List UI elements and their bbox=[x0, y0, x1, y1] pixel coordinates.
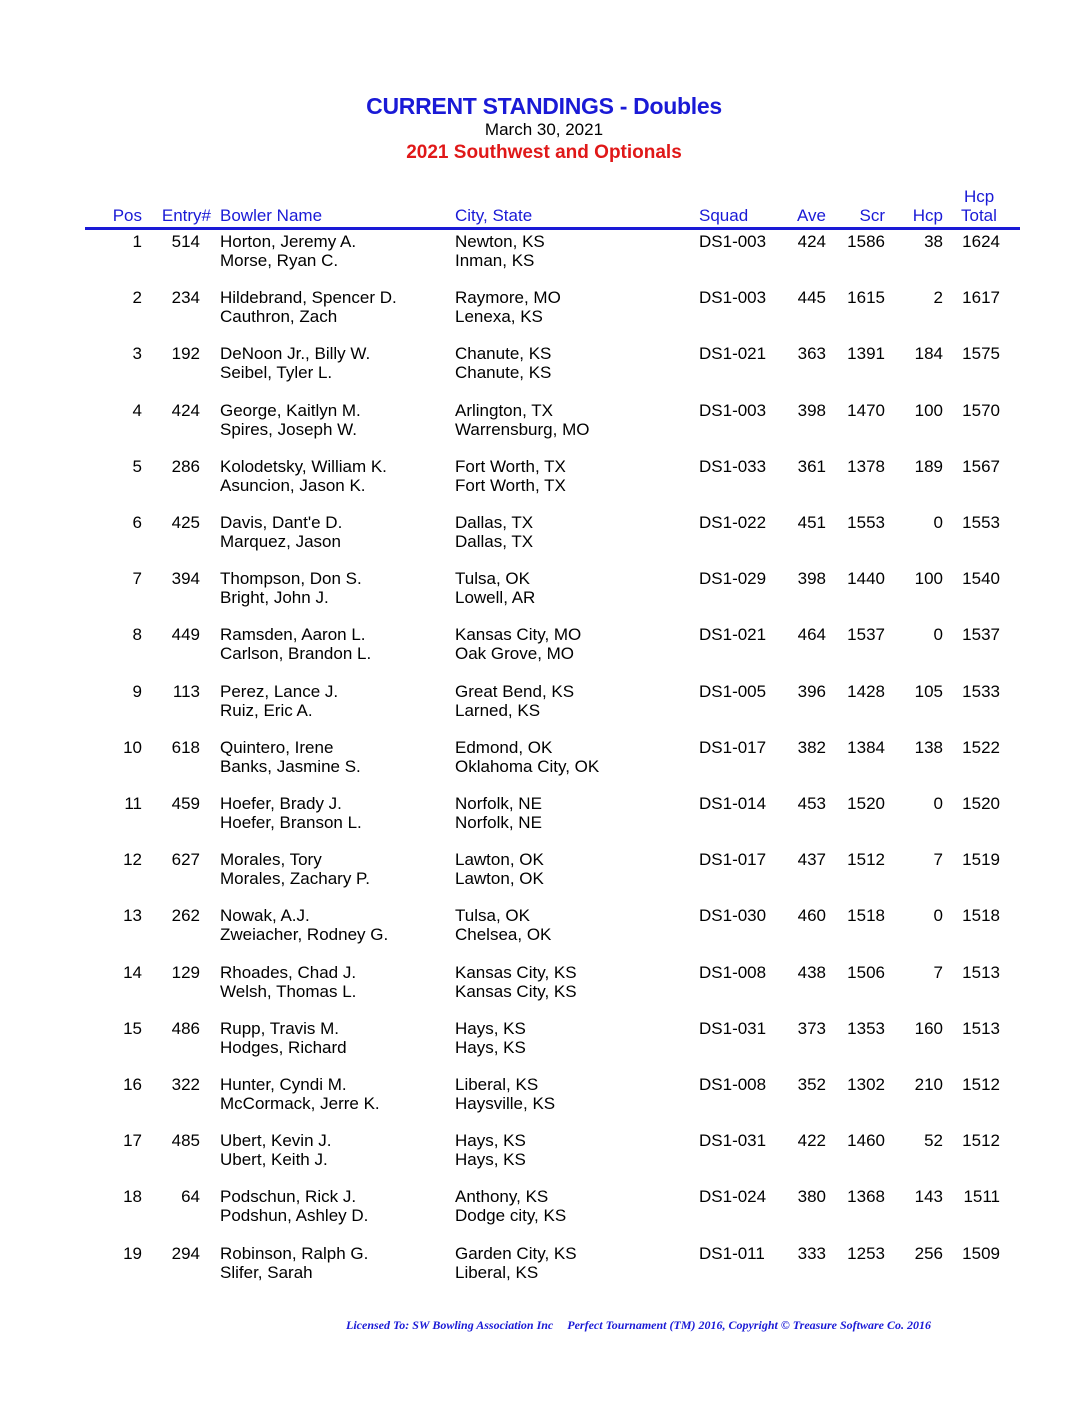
row-entry: 424 bbox=[171, 401, 200, 420]
row-squad: DS1-031 bbox=[699, 1131, 767, 1150]
row-ave: 380 bbox=[797, 1187, 826, 1206]
row-hcp: 100 bbox=[914, 401, 943, 420]
row-pos: 2 bbox=[132, 288, 142, 307]
row-hcp: 256 bbox=[914, 1244, 943, 1263]
col-city: City, State bbox=[455, 206, 533, 225]
row-scr: 1428 bbox=[847, 682, 885, 701]
row-pos: 13 bbox=[123, 906, 142, 925]
row-hcp-total: 1511 bbox=[963, 1187, 1000, 1206]
bowler-2-name: Ruiz, Eric A. bbox=[220, 701, 313, 720]
bowler-1-name: DeNoon Jr., Billy W. bbox=[220, 344, 371, 363]
bowler-2-city: Hays, KS bbox=[455, 1150, 526, 1169]
bowler-1-city: Raymore, MO bbox=[455, 288, 561, 307]
row-hcp-total: 1513 bbox=[962, 1019, 1000, 1038]
bowler-2-city: Chelsea, OK bbox=[455, 925, 552, 944]
bowler-2-name: Spires, Joseph W. bbox=[220, 420, 358, 439]
col-bowler: Bowler Name bbox=[220, 206, 323, 225]
bowler-1-name: Davis, Dant'e D. bbox=[220, 513, 343, 532]
bowler-2-name: Bright, John J. bbox=[220, 588, 329, 607]
row-pos: 11 bbox=[124, 794, 142, 813]
row-hcp-total: 1540 bbox=[962, 569, 1000, 588]
col-hcp: Hcp bbox=[912, 206, 943, 225]
bowler-1-name: Nowak, A.J. bbox=[220, 906, 310, 925]
row-hcp: 210 bbox=[914, 1075, 943, 1094]
bowler-1-city: Lawton, OK bbox=[455, 850, 544, 869]
bowler-1-city: Fort Worth, TX bbox=[455, 457, 566, 476]
row-ave: 424 bbox=[797, 232, 826, 251]
row-hcp-total: 1575 bbox=[962, 344, 1000, 363]
row-pos: 10 bbox=[123, 738, 142, 757]
row-ave: 438 bbox=[797, 963, 826, 982]
row-hcp: 2 bbox=[933, 288, 943, 307]
row-ave: 437 bbox=[797, 850, 826, 869]
row-scr: 1615 bbox=[847, 288, 885, 307]
row-hcp-total: 1519 bbox=[962, 850, 1000, 869]
bowler-2-city: Kansas City, KS bbox=[455, 982, 577, 1001]
license-text: Licensed To: SW Bowling Association Inc bbox=[346, 1318, 554, 1332]
row-pos: 15 bbox=[123, 1019, 142, 1038]
row-entry: 425 bbox=[171, 513, 200, 532]
row-squad: DS1-022 bbox=[699, 513, 767, 532]
row-pos: 17 bbox=[123, 1131, 142, 1150]
row-scr: 1512 bbox=[847, 850, 885, 869]
row-ave: 453 bbox=[797, 794, 826, 813]
col-hcp-total-line1: Hcp bbox=[964, 187, 995, 206]
row-squad: DS1-014 bbox=[699, 794, 767, 813]
row-hcp: 138 bbox=[914, 738, 943, 757]
row-scr: 1520 bbox=[847, 794, 885, 813]
row-hcp-total: 1509 bbox=[962, 1244, 1000, 1263]
row-pos: 12 bbox=[123, 850, 142, 869]
bowler-2-city: Larned, KS bbox=[455, 701, 541, 720]
row-ave: 396 bbox=[797, 682, 826, 701]
bowler-1-name: Quintero, Irene bbox=[220, 738, 334, 757]
bowler-2-name: Morales, Zachary P. bbox=[220, 869, 370, 888]
row-entry: 322 bbox=[171, 1075, 200, 1094]
bowler-1-name: Rupp, Travis M. bbox=[220, 1019, 340, 1038]
row-pos: 18 bbox=[123, 1187, 142, 1206]
bowler-2-city: Lenexa, KS bbox=[455, 307, 543, 326]
row-pos: 4 bbox=[132, 401, 142, 420]
col-squad: Squad bbox=[699, 206, 749, 225]
bowler-1-city: Garden City, KS bbox=[455, 1244, 577, 1263]
bowler-2-name: McCormack, Jerre K. bbox=[220, 1094, 380, 1113]
row-scr: 1470 bbox=[847, 401, 885, 420]
row-hcp: 7 bbox=[933, 850, 943, 869]
bowler-1-city: Hays, KS bbox=[455, 1019, 526, 1038]
row-hcp: 105 bbox=[914, 682, 943, 701]
row-entry: 129 bbox=[171, 963, 200, 982]
row-ave: 382 bbox=[797, 738, 826, 757]
col-hcp-total-line2: Total bbox=[961, 206, 997, 225]
row-hcp-total: 1512 bbox=[962, 1075, 1000, 1094]
row-ave: 451 bbox=[797, 513, 826, 532]
bowler-2-city: Dodge city, KS bbox=[455, 1206, 567, 1225]
bowler-2-city: Haysville, KS bbox=[455, 1094, 556, 1113]
row-ave: 363 bbox=[797, 344, 826, 363]
row-entry: 113 bbox=[172, 682, 200, 701]
row-ave: 361 bbox=[797, 457, 826, 476]
row-scr: 1353 bbox=[847, 1019, 885, 1038]
bowler-2-city: Warrensburg, MO bbox=[455, 420, 590, 439]
row-scr: 1253 bbox=[847, 1244, 885, 1263]
bowler-2-city: Lawton, OK bbox=[455, 869, 544, 888]
row-entry: 286 bbox=[171, 457, 200, 476]
row-hcp: 143 bbox=[914, 1187, 943, 1206]
row-hcp-total: 1533 bbox=[962, 682, 1000, 701]
bowler-2-city: Oak Grove, MO bbox=[455, 644, 575, 663]
row-pos: 3 bbox=[132, 344, 142, 363]
row-hcp-total: 1513 bbox=[962, 963, 1000, 982]
row-scr: 1460 bbox=[847, 1131, 885, 1150]
bowler-1-name: Ramsden, Aaron L. bbox=[220, 625, 366, 644]
row-squad: DS1-021 bbox=[699, 344, 767, 363]
row-hcp: 0 bbox=[933, 625, 943, 644]
row-ave: 464 bbox=[797, 625, 826, 644]
bowler-2-name: Slifer, Sarah bbox=[220, 1263, 313, 1282]
bowler-1-name: George, Kaitlyn M. bbox=[220, 401, 361, 420]
row-pos: 8 bbox=[132, 625, 142, 644]
bowler-1-name: Kolodetsky, William K. bbox=[220, 457, 387, 476]
row-scr: 1378 bbox=[847, 457, 885, 476]
row-squad: DS1-003 bbox=[699, 232, 767, 251]
row-entry: 627 bbox=[171, 850, 200, 869]
row-pos: 9 bbox=[132, 682, 142, 701]
bowler-2-name: Hoefer, Branson L. bbox=[220, 813, 362, 832]
row-squad: DS1-031 bbox=[699, 1019, 767, 1038]
row-hcp: 184 bbox=[914, 344, 943, 363]
bowler-1-city: Anthony, KS bbox=[455, 1187, 549, 1206]
row-hcp-total: 1553 bbox=[962, 513, 1000, 532]
bowler-1-name: Hildebrand, Spencer D. bbox=[220, 288, 397, 307]
row-squad: DS1-003 bbox=[699, 288, 767, 307]
bowler-2-city: Dallas, TX bbox=[455, 532, 534, 551]
row-hcp-total: 1522 bbox=[962, 738, 1000, 757]
row-hcp: 38 bbox=[924, 232, 943, 251]
row-squad: DS1-021 bbox=[699, 625, 767, 644]
bowler-2-city: Norfolk, NE bbox=[455, 813, 542, 832]
row-squad: DS1-008 bbox=[699, 1075, 767, 1094]
row-entry: 192 bbox=[171, 344, 200, 363]
row-pos: 14 bbox=[123, 963, 142, 982]
row-squad: DS1-011 bbox=[699, 1244, 765, 1263]
row-pos: 5 bbox=[132, 457, 142, 476]
bowler-2-name: Hodges, Richard bbox=[220, 1038, 347, 1057]
bowler-1-name: Thompson, Don S. bbox=[220, 569, 362, 588]
row-hcp-total: 1567 bbox=[962, 457, 1000, 476]
bowler-1-name: Podschun, Rick J. bbox=[220, 1187, 357, 1206]
row-squad: DS1-024 bbox=[699, 1187, 767, 1206]
row-squad: DS1-017 bbox=[699, 738, 767, 757]
bowler-1-city: Tulsa, OK bbox=[455, 906, 530, 925]
row-hcp-total: 1537 bbox=[962, 625, 1000, 644]
row-pos: 6 bbox=[132, 513, 142, 532]
footer bbox=[346, 1318, 931, 1333]
row-scr: 1384 bbox=[847, 738, 885, 757]
bowler-2-city: Fort Worth, TX bbox=[455, 476, 566, 495]
row-entry: 514 bbox=[171, 232, 200, 251]
bowler-2-city: Oklahoma City, OK bbox=[455, 757, 600, 776]
row-squad: DS1-029 bbox=[699, 569, 767, 588]
row-entry: 486 bbox=[171, 1019, 200, 1038]
row-hcp: 189 bbox=[914, 457, 943, 476]
row-ave: 352 bbox=[797, 1075, 826, 1094]
bowler-1-name: Ubert, Kevin J. bbox=[220, 1131, 332, 1150]
bowler-1-city: Hays, KS bbox=[455, 1131, 526, 1150]
row-hcp-total: 1518 bbox=[962, 906, 1000, 925]
bowler-1-city: Kansas City, MO bbox=[455, 625, 582, 644]
bowler-1-name: Perez, Lance J. bbox=[220, 682, 339, 701]
bowler-1-city: Great Bend, KS bbox=[455, 682, 575, 701]
bowler-1-name: Hoefer, Brady J. bbox=[220, 794, 342, 813]
row-scr: 1537 bbox=[847, 625, 885, 644]
row-entry: 449 bbox=[171, 625, 200, 644]
row-hcp: 52 bbox=[924, 1131, 943, 1150]
bowler-2-name: Marquez, Jason bbox=[220, 532, 341, 551]
row-pos: 16 bbox=[123, 1075, 142, 1094]
bowler-1-name: Rhoades, Chad J. bbox=[220, 963, 357, 982]
bowler-1-city: Norfolk, NE bbox=[455, 794, 542, 813]
bowler-2-city: Hays, KS bbox=[455, 1038, 526, 1057]
row-ave: 422 bbox=[797, 1131, 826, 1150]
page-title: CURRENT STANDINGS - Doubles bbox=[366, 93, 722, 119]
copyright-text: Perfect Tournament (TM) 2016, Copyright © Treasure Software Co. 2016 bbox=[567, 1318, 932, 1332]
row-hcp-total: 1520 bbox=[962, 794, 1000, 813]
bowler-2-name: Seibel, Tyler L. bbox=[220, 363, 333, 382]
bowler-1-city: Chanute, KS bbox=[455, 344, 552, 363]
bowler-2-name: Morse, Ryan C. bbox=[220, 251, 339, 270]
col-scr: Scr bbox=[859, 206, 885, 225]
bowler-2-name: Asuncion, Jason K. bbox=[220, 476, 366, 495]
bowler-1-city: Dallas, TX bbox=[455, 513, 534, 532]
row-hcp: 160 bbox=[914, 1019, 943, 1038]
row-entry: 234 bbox=[171, 288, 200, 307]
row-squad: DS1-005 bbox=[699, 682, 767, 701]
row-ave: 398 bbox=[797, 569, 826, 588]
col-entry: Entry# bbox=[161, 206, 211, 225]
col-pos: Pos bbox=[112, 206, 142, 225]
row-scr: 1506 bbox=[847, 963, 885, 982]
bowler-1-city: Kansas City, KS bbox=[455, 963, 577, 982]
row-entry: 459 bbox=[171, 794, 200, 813]
row-hcp: 0 bbox=[933, 794, 943, 813]
bowler-1-city: Newton, KS bbox=[455, 232, 545, 251]
bowler-1-name: Robinson, Ralph G. bbox=[220, 1244, 369, 1263]
row-entry: 618 bbox=[171, 738, 200, 757]
row-scr: 1586 bbox=[847, 232, 885, 251]
row-ave: 333 bbox=[797, 1244, 826, 1263]
row-scr: 1302 bbox=[847, 1075, 885, 1094]
tournament-name: 2021 Southwest and Optionals bbox=[406, 142, 682, 163]
row-scr: 1368 bbox=[847, 1187, 885, 1206]
row-squad: DS1-030 bbox=[699, 906, 767, 925]
row-pos: 7 bbox=[132, 569, 142, 588]
bowler-1-city: Liberal, KS bbox=[455, 1075, 539, 1094]
row-hcp-total: 1624 bbox=[962, 232, 1000, 251]
row-entry: 262 bbox=[171, 906, 200, 925]
row-hcp: 100 bbox=[914, 569, 943, 588]
row-hcp: 0 bbox=[933, 513, 943, 532]
bowler-1-name: Horton, Jeremy A. bbox=[220, 232, 357, 251]
row-ave: 460 bbox=[797, 906, 826, 925]
row-pos: 19 bbox=[123, 1244, 142, 1263]
bowler-2-city: Lowell, AR bbox=[455, 588, 536, 607]
row-ave: 398 bbox=[797, 401, 826, 420]
row-entry: 294 bbox=[171, 1244, 200, 1263]
bowler-1-city: Edmond, OK bbox=[455, 738, 553, 757]
header-rule bbox=[85, 227, 1020, 230]
row-scr: 1518 bbox=[847, 906, 885, 925]
report-date: March 30, 2021 bbox=[484, 120, 604, 139]
row-hcp-total: 1512 bbox=[962, 1131, 1000, 1150]
bowler-1-name: Morales, Tory bbox=[220, 850, 322, 869]
bowler-2-name: Cauthron, Zach bbox=[220, 307, 338, 326]
bowler-1-city: Arlington, TX bbox=[455, 401, 553, 420]
bowler-2-name: Podshun, Ashley D. bbox=[220, 1206, 369, 1225]
row-entry: 394 bbox=[171, 569, 200, 588]
row-squad: DS1-008 bbox=[699, 963, 767, 982]
row-ave: 373 bbox=[797, 1019, 826, 1038]
row-hcp: 0 bbox=[933, 906, 943, 925]
row-squad: DS1-003 bbox=[699, 401, 767, 420]
row-entry: 64 bbox=[181, 1187, 200, 1206]
row-scr: 1440 bbox=[847, 569, 885, 588]
bowler-2-city: Inman, KS bbox=[455, 251, 535, 270]
bowler-2-name: Banks, Jasmine S. bbox=[220, 757, 361, 776]
row-hcp: 7 bbox=[933, 963, 943, 982]
col-ave: Ave bbox=[797, 206, 826, 225]
row-ave: 445 bbox=[797, 288, 826, 307]
row-squad: DS1-017 bbox=[699, 850, 767, 869]
row-squad: DS1-033 bbox=[699, 457, 767, 476]
bowler-2-name: Zweiacher, Rodney G. bbox=[220, 925, 389, 944]
row-hcp-total: 1617 bbox=[962, 288, 1000, 307]
bowler-2-city: Chanute, KS bbox=[455, 363, 552, 382]
bowler-1-name: Hunter, Cyndi M. bbox=[220, 1075, 347, 1094]
bowler-2-name: Welsh, Thomas L. bbox=[220, 982, 357, 1001]
bowler-1-city: Tulsa, OK bbox=[455, 569, 530, 588]
row-scr: 1391 bbox=[847, 344, 885, 363]
row-scr: 1553 bbox=[847, 513, 885, 532]
bowler-2-name: Carlson, Brandon L. bbox=[220, 644, 372, 663]
row-pos: 1 bbox=[132, 232, 142, 251]
row-entry: 485 bbox=[171, 1131, 200, 1150]
row-hcp-total: 1570 bbox=[962, 401, 1000, 420]
bowler-2-name: Ubert, Keith J. bbox=[220, 1150, 328, 1169]
bowler-2-city: Liberal, KS bbox=[455, 1263, 539, 1282]
